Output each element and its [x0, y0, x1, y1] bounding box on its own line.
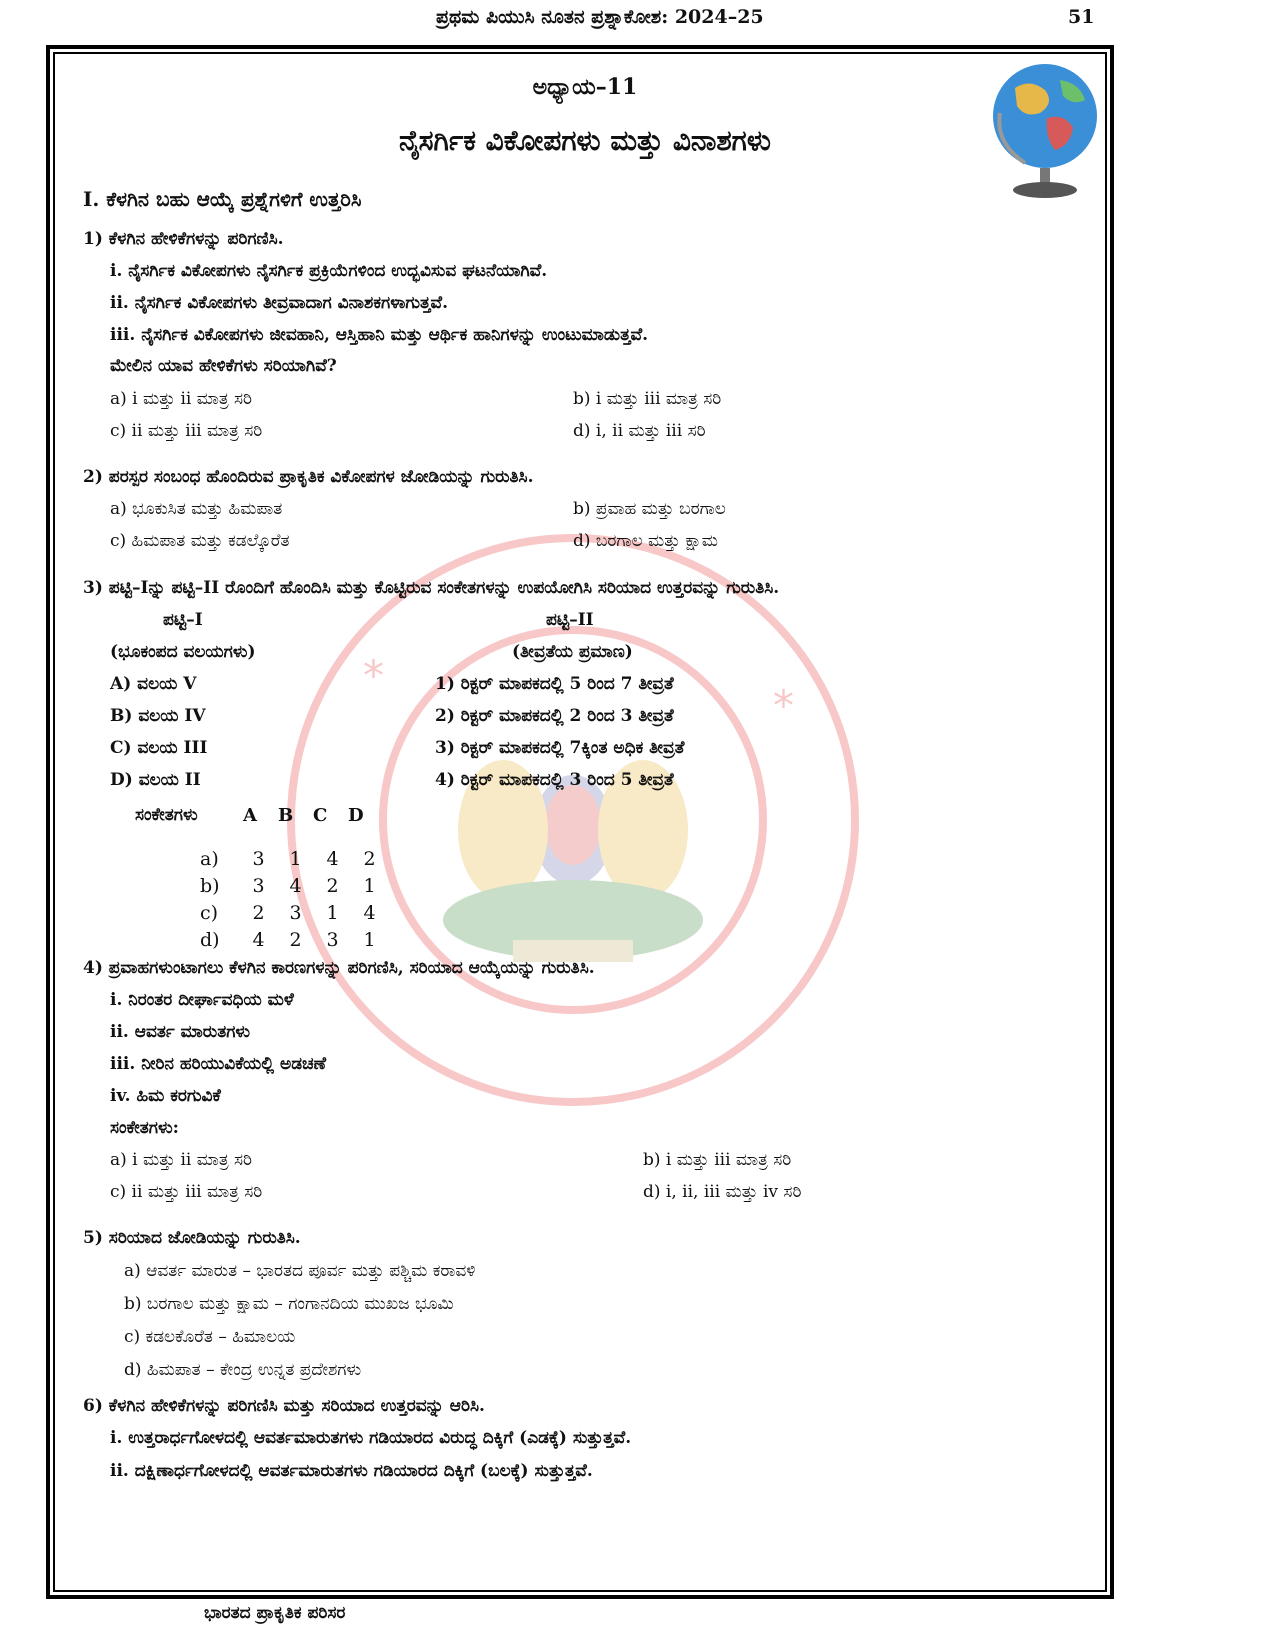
svg-text:*: * [773, 681, 794, 730]
q4-option-d: d) i, ii, iii ಮತ್ತು iv ಸರಿ [643, 1182, 802, 1202]
q5-option-d: d) ಹಿಮಪಾತ – ಕೇಂದ್ರ ಉನ್ನತ ಪ್ರದೇಶಗಳು [124, 1360, 362, 1380]
list1-title: ಪಟ್ಟಿ–I [163, 610, 203, 630]
q6-statement: ii. ದಕ್ಷಿಣಾರ್ಧಗೋಳದಲ್ಲಿ ಆವರ್ತಮಾರುತಗಳು ಗಡಿಯಾರದ ದಿಕ್ಕಿಗೆ (ಬಲಕ್ಕೆ) ಸುತ್ತುತ್ತವೆ. [110, 1461, 593, 1481]
code-cell: 4 [326, 847, 339, 870]
code-cell: 1 [289, 847, 302, 870]
question-4-stem: 4) ಪ್ರವಾಹಗಳುಂಟಾಗಲು ಕೆಳಗಿನ ಕಾರಣಗಳನ್ನು ಪರಿಗಣಿಸಿ, ಸರಿಯಾದ ಆಯ್ಕೆಯನ್ನು ಗುರುತಿಸಿ. [83, 958, 595, 978]
chapter-label: ಅಧ್ಯಾಯ–11 [532, 74, 638, 100]
header-title: ಪ್ರಥಮ ಪಿಯುಸಿ ನೂತನ ಪ್ರಶ್ನಾಕೋಶ: 2024–25 [436, 6, 764, 28]
q1-option-a: a) i ಮತ್ತು ii ಮಾತ್ರ ಸರಿ [110, 389, 253, 409]
list2-item: 3) ರಿಕ್ಟರ್ ಮಾಪಕದಲ್ಲಿ 7ಕ್ಕಿಂತ ಅಧಿಕ ತೀವ್ರತೆ [435, 738, 685, 758]
question-1-stem: 1) ಕೆಳಗಿನ ಹೇಳಿಕೆಗಳನ್ನು ಪರಿಗಣಿಸಿ. [83, 229, 284, 249]
q6-statement: i. ಉತ್ತರಾರ್ಧಗೋಳದಲ್ಲಿ ಆವರ್ತಮಾರುತಗಳು ಗಡಿಯಾರದ ವಿರುದ್ಧ ದಿಕ್ಕಿಗೆ (ಎಡಕ್ಕೆ) ಸುತ್ತುತ್ತವೆ. [110, 1428, 632, 1448]
list1-item: B) ವಲಯ IV [110, 706, 206, 726]
codes-header-b: B [278, 805, 294, 826]
code-cell: 4 [252, 928, 265, 951]
codes-row [200, 872, 388, 899]
page-footer: ಭಾರತದ ಪ್ರಾಕೃತಿಕ ಪರಿಸರ [204, 1603, 346, 1623]
q4-option-b: b) i ಮತ್ತು iii ಮಾತ್ರ ಸರಿ [643, 1150, 792, 1170]
list1-item: D) ವಲಯ II [110, 770, 201, 790]
list1-item: A) ವಲಯ V [110, 674, 197, 694]
code-cell: 1 [363, 874, 376, 897]
q4-option-c: c) ii ಮತ್ತು iii ಮಾತ್ರ ಸರಿ [110, 1182, 263, 1202]
list1-item: C) ವಲಯ III [110, 738, 208, 758]
code-option: b) [200, 874, 220, 897]
q4-statement: iv. ಹಿಮ ಕರಗುವಿಕೆ [110, 1086, 221, 1106]
code-cell: 3 [252, 874, 265, 897]
codes-header-d: D [348, 805, 364, 826]
code-cell: 2 [326, 874, 339, 897]
q4-option-a: a) i ಮತ್ತು ii ಮಾತ್ರ ಸರಿ [110, 1150, 253, 1170]
q2-option-d: d) ಬರಗಾಲ ಮತ್ತು ಕ್ಷಾಮ [573, 531, 718, 551]
q2-option-c: c) ಹಿಮಪಾತ ಮತ್ತು ಕಡಲ್ಕೊರೆತ [110, 531, 290, 551]
code-cell: 2 [252, 901, 265, 924]
code-cell: 1 [363, 928, 376, 951]
code-option: c) [200, 901, 219, 924]
q1-option-b: b) i ಮತ್ತು iii ಮಾತ್ರ ಸರಿ [573, 389, 722, 409]
codes-row [200, 926, 388, 953]
q1-prompt: ಮೇಲಿನ ಯಾವ ಹೇಳಿಕೆಗಳು ಸರಿಯಾಗಿವೆ? [110, 356, 337, 376]
codes-header-c: C [313, 805, 328, 826]
list2-subtitle: (ತೀವ್ರತೆಯ ಪ್ರಮಾಣ) [512, 642, 633, 662]
code-cell: 4 [289, 874, 302, 897]
code-cell: 2 [289, 928, 302, 951]
page-number: 51 [1068, 6, 1095, 28]
q4-codes-label: ಸಂಕೇತಗಳು: [110, 1118, 179, 1138]
q4-statement: iii. ನೀರಿನ ಹರಿಯುವಿಕೆಯಲ್ಲಿ ಅಡಚಣೆ [110, 1054, 327, 1074]
codes-header-a: A [243, 805, 257, 826]
question-3-stem: 3) ಪಟ್ಟಿ–Iನ್ನು ಪಟ್ಟಿ–II ರೊಂದಿಗೆ ಹೊಂದಿಸಿ ಮತ್ತು ಕೊಟ್ಟಿರುವ ಸಂಕೇತಗಳನ್ನು ಉಪಯೋಗಿಸಿ ಸರಿಯಾದ ಉತ್ತರವನ್ನು ಗುರುತಿಸಿ. [83, 578, 780, 598]
question-2-stem: 2) ಪರಸ್ಪರ ಸಂಬಂಧ ಹೊಂದಿರುವ ಪ್ರಾಕೃತಿಕ ವಿಕೋಪಗಳ ಜೋಡಿಯನ್ನು ಗುರುತಿಸಿ. [83, 467, 534, 487]
svg-text:*: * [363, 651, 384, 700]
code-cell: 1 [326, 901, 339, 924]
q2-option-b: b) ಪ್ರವಾಹ ಮತ್ತು ಬರಗಾಲ [573, 499, 726, 519]
codes-label: ಸಂಕೇತಗಳು [135, 805, 198, 825]
codes-row [200, 845, 388, 872]
list2-item: 1) ರಿಕ್ಟರ್ ಮಾಪಕದಲ್ಲಿ 5 ರಿಂದ 7 ತೀವ್ರತೆ [435, 674, 674, 694]
page-header [0, 4, 1275, 32]
code-cell: 3 [289, 901, 302, 924]
code-option: a) [200, 847, 219, 870]
q5-option-b: b) ಬರಗಾಲ ಮತ್ತು ಕ್ಷಾಮ – ಗಂಗಾನದಿಯ ಮುಖಜ ಭೂಮಿ [124, 1294, 454, 1314]
codes-row [200, 899, 388, 926]
code-cell: 4 [363, 901, 376, 924]
code-cell: 3 [252, 847, 265, 870]
q2-option-a: a) ಭೂಕುಸಿತ ಮತ್ತು ಹಿಮಪಾತ [110, 499, 283, 519]
q1-statement: iii. ನೈಸರ್ಗಿಕ ವಿಕೋಪಗಳು ಜೀವಹಾನಿ, ಆಸ್ತಿಹಾನಿ ಮತ್ತು ಆರ್ಥಿಕ ಹಾನಿಗಳನ್ನು ಉಂಟುಮಾಡುತ್ತವೆ. [110, 325, 649, 345]
code-cell: 2 [363, 847, 376, 870]
chapter-title: ನೈಸರ್ಗಿಕ ವಿಕೋಪಗಳು ಮತ್ತು ವಿನಾಶಗಳು [399, 124, 771, 157]
q1-option-d: d) i, ii ಮತ್ತು iii ಸರಿ [573, 421, 706, 441]
q1-statement: i. ನೈಸರ್ಗಿಕ ವಿಕೋಪಗಳು ನೈಸರ್ಗಿಕ ಪ್ರಕ್ರಿಯೆಗಳಿಂದ ಉದ್ಭವಿಸುವ ಘಟನೆಯಾಗಿವೆ. [110, 261, 548, 281]
code-option: d) [200, 928, 220, 951]
code-cell: 3 [326, 928, 339, 951]
codes-table [200, 845, 388, 953]
list1-subtitle: (ಭೂಕಂಪದ ವಲಯಗಳು) [110, 642, 256, 662]
list2-item: 2) ರಿಕ್ಟರ್ ಮಾಪಕದಲ್ಲಿ 2 ರಿಂದ 3 ತೀವ್ರತೆ [435, 706, 674, 726]
q4-statement: i. ನಿರಂತರ ದೀರ್ಘಾವಧಿಯ ಮಳೆ [110, 990, 294, 1010]
question-6-stem: 6) ಕೆಳಗಿನ ಹೇಳಿಕೆಗಳನ್ನು ಪರಿಗಣಿಸಿ ಮತ್ತು ಸರಿಯಾದ ಉತ್ತರವನ್ನು ಆರಿಸಿ. [83, 1396, 485, 1416]
list2-item: 4) ರಿಕ್ಟರ್ ಮಾಪಕದಲ್ಲಿ 3 ರಿಂದ 5 ತೀವ್ರತೆ [435, 770, 674, 790]
q5-option-a: a) ಆವರ್ತ ಮಾರುತ – ಭಾರತದ ಪೂರ್ವ ಮತ್ತು ಪಶ್ಚಿಮ ಕರಾವಳಿ [124, 1261, 476, 1281]
q1-statement: ii. ನೈಸರ್ಗಿಕ ವಿಕೋಪಗಳು ತೀವ್ರವಾದಾಗ ವಿನಾಶಕಗಳಾಗುತ್ತವೆ. [110, 293, 449, 313]
list2-title: ಪಟ್ಟಿ–II [546, 610, 594, 630]
q4-statement: ii. ಆವರ್ತ ಮಾರುತಗಳು [110, 1022, 251, 1042]
q1-option-c: c) ii ಮತ್ತು iii ಮಾತ್ರ ಸರಿ [110, 421, 263, 441]
question-5-stem: 5) ಸರಿಯಾದ ಜೋಡಿಯನ್ನು ಗುರುತಿಸಿ. [83, 1228, 301, 1248]
section-heading: I. ಕೆಳಗಿನ ಬಹು ಆಯ್ಕೆ ಪ್ರಶ್ನೆಗಳಿಗೆ ಉತ್ತರಿಸಿ [83, 187, 362, 211]
q5-option-c: c) ಕಡಲಕೊರೆತ – ಹಿಮಾಲಯ [124, 1327, 296, 1347]
